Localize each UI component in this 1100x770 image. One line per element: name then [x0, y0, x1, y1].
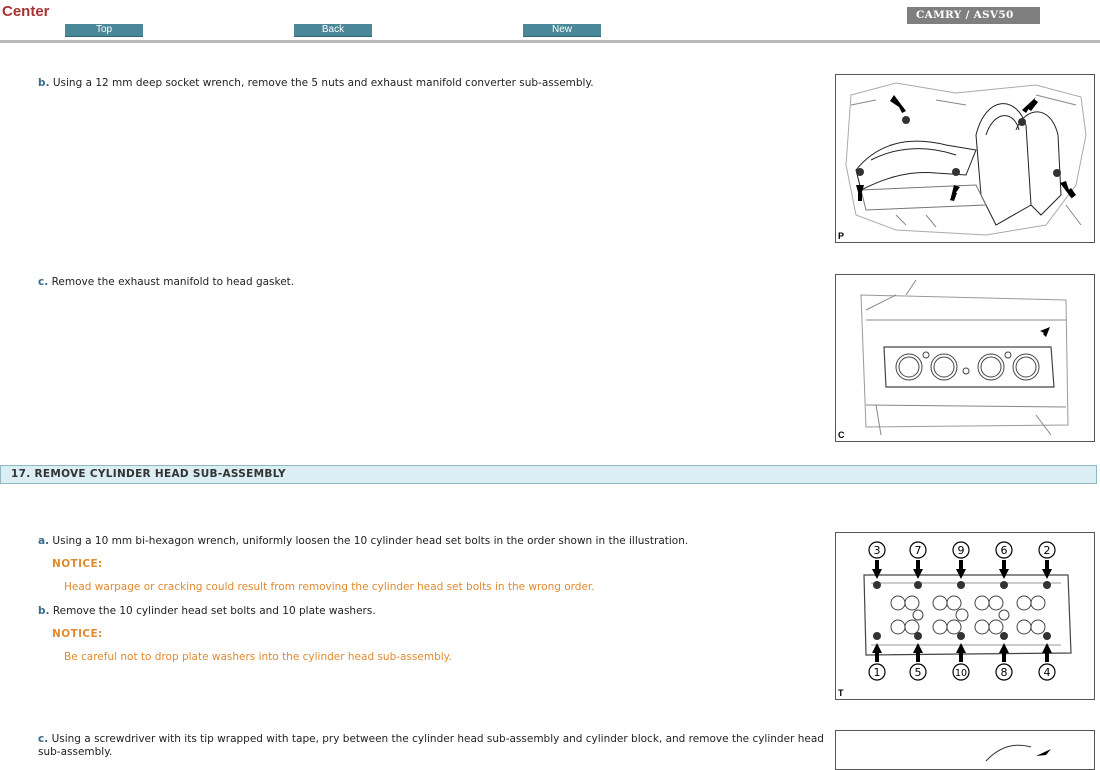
step-letter: c. [38, 733, 49, 745]
bolt-order-top-4: 6 [1000, 544, 1008, 557]
step-text: Using a screwdriver with its tip wrapped with tape, pry between the cylinder head sub-assembly and cylinder block, and remove the cylinder head sub-assembly. [38, 733, 824, 758]
bolt-order-bottom-3: 10 [954, 668, 968, 679]
step-text: Using a 10 mm bi-hexagon wrench, uniformly loosen the 10 cylinder head set bolts in the order shown in the illustration. [52, 535, 689, 547]
model-badge: CAMRY / ASV50 [907, 7, 1040, 24]
figure-code: T [838, 688, 844, 698]
new-button[interactable]: New [523, 24, 601, 37]
step-c-remove-head [38, 733, 828, 759]
back-button[interactable]: Back [294, 24, 372, 37]
header-divider [0, 40, 1100, 43]
figure-code: P [838, 231, 845, 241]
bolt-order-top-2: 7 [914, 544, 922, 557]
step-text: Remove the exhaust manifold to head gasket. [51, 276, 295, 288]
step-b-remove-bolts [38, 605, 818, 618]
notice-text: Be careful not to drop plate washers into the cylinder head sub-assembly. [64, 651, 452, 663]
bolt-order-bottom-1: 1 [873, 666, 881, 679]
gasket-illustration [835, 274, 1095, 442]
figure-code: C [838, 430, 845, 440]
bolt-order-illustration [835, 532, 1095, 700]
step-c-remove-gasket [38, 276, 818, 289]
bolt-order-top-1: 3 [873, 544, 881, 557]
step-letter: c. [38, 276, 49, 288]
notice-text: Head warpage or cracking could result from removing the cylinder head set bolts in the wrong order. [64, 581, 595, 593]
step-letter: a. [38, 535, 50, 547]
bolt-order-bottom-2: 5 [914, 666, 922, 679]
notice-label: NOTICE: [52, 558, 103, 570]
step-text: Using a 12 mm deep socket wrench, remove the 5 nuts and exhaust manifold converter sub-assembly. [52, 77, 594, 89]
bolt-order-bottom-4: 8 [1000, 666, 1008, 679]
header [0, 0, 1100, 44]
step-a-loosen-bolts [38, 535, 818, 548]
pry-head-drawing [836, 731, 1094, 770]
cylinder-head-drawing [836, 533, 1094, 699]
exhaust-manifold-illustration [835, 74, 1095, 243]
notice-label: NOTICE: [52, 628, 103, 640]
step-letter: b. [38, 77, 50, 89]
exhaust-manifold-drawing [836, 75, 1094, 242]
section-heading: 17. REMOVE CYLINDER HEAD SUB-ASSEMBLY [0, 465, 1097, 484]
bolt-order-top-5: 2 [1043, 544, 1051, 557]
step-text: Remove the 10 cylinder head set bolts and 10 plate washers. [52, 605, 376, 617]
gasket-drawing [836, 275, 1094, 441]
bolt-order-bottom-5: 4 [1043, 666, 1051, 679]
bolt-order-top-3: 9 [957, 544, 965, 557]
step-letter: b. [38, 605, 50, 617]
page-title: Center [2, 3, 50, 20]
step-b-remove-manifold [38, 77, 818, 90]
pry-head-illustration [835, 730, 1095, 770]
top-button[interactable]: Top [65, 24, 143, 37]
